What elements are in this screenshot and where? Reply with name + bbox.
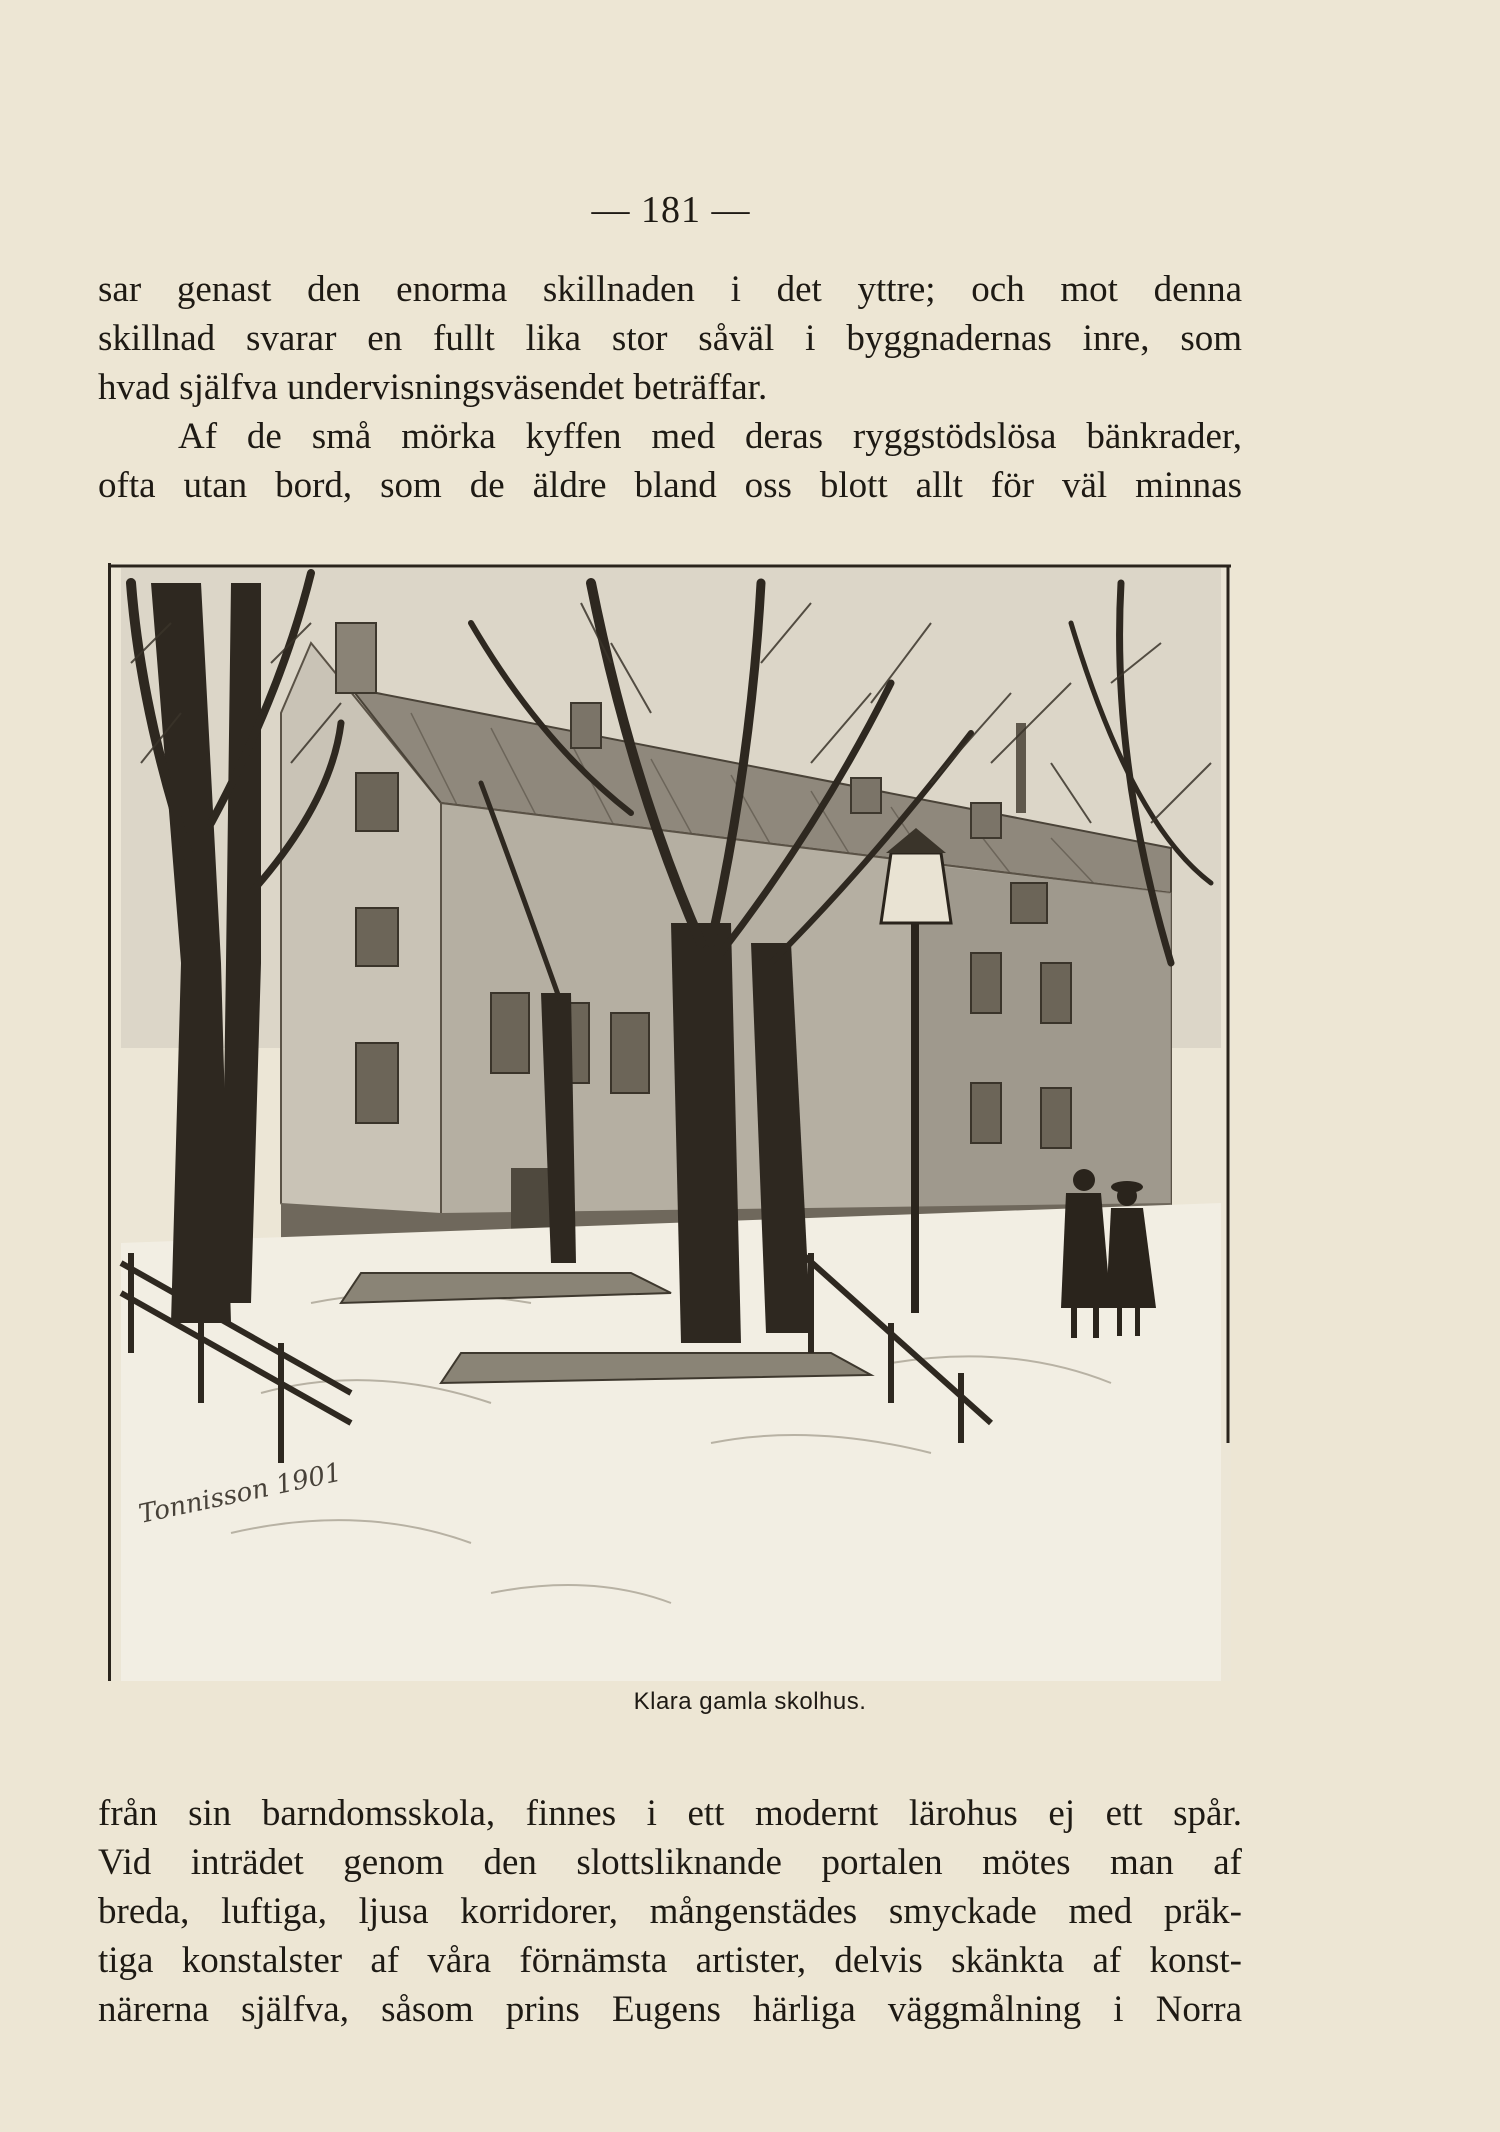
page-number: — 181 — — [591, 189, 751, 231]
paragraph-1 — [98, 265, 1242, 412]
text-line: från sin barndomsskola, finnes i ett modernt lärohus ej ett spår. — [98, 1793, 1242, 1834]
text-line: närerna själfva, såsom prins Eugens härliga väggmålning i Norra — [98, 1989, 1242, 2030]
text-line: ofta utan bord, som de äldre bland oss blott allt för väl minnas — [98, 465, 1242, 506]
text-line: breda, luftiga, ljusa korridorer, mångenstädes smyckade med präk- — [98, 1891, 1242, 1932]
text-line: skillnad svarar en fullt lika stor såväl i byggnadernas inre, som — [98, 318, 1242, 359]
text-line: tiga konstalster af våra förnämsta artister, delvis skänkta af konst- — [98, 1940, 1242, 1981]
text-line: sar genast den enorma skillnaden i det yttre; och mot denna — [98, 269, 1242, 310]
paragraph-3 — [98, 1789, 1242, 2034]
text-line: hvad själfva undervisningsväsendet beträffar. — [98, 367, 768, 408]
paragraph-2 — [98, 412, 1242, 510]
schoolhouse-illustration — [108, 563, 1231, 1681]
illustration-caption: Klara gamla skolhus. — [633, 1688, 867, 1715]
text-line: Af de små mörka kyffen med deras ryggstödslösa bänkrader, — [178, 416, 1242, 457]
artist-signature: Tonnisson 1901 — [136, 1457, 345, 1530]
text-line: Vid inträdet genom den slottsliknande portalen mötes man af — [98, 1842, 1242, 1883]
